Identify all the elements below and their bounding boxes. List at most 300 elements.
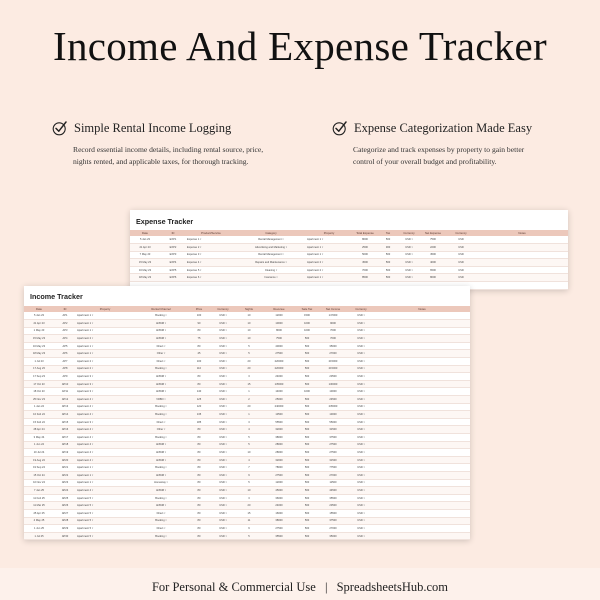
table-cell[interactable]: 36000 <box>262 494 296 502</box>
dropdown-arrow-icon[interactable]: ▾ <box>410 245 413 249</box>
table-cell[interactable]: USD ▾ <box>210 494 236 502</box>
table-cell[interactable]: 80 <box>188 525 210 533</box>
table-cell[interactable]: 27000 <box>318 471 348 479</box>
table-cell[interactable]: AirBnB ▾ <box>134 320 188 328</box>
table-cell[interactable]: AP30 <box>54 532 76 540</box>
table-cell[interactable]: AP28 <box>54 517 76 525</box>
table-cell[interactable]: USD <box>446 251 476 259</box>
table-cell[interactable]: 25 Apr 25 <box>24 509 54 517</box>
table-cell[interactable]: Apartment 4 ▾ <box>76 487 134 495</box>
dropdown-arrow-icon[interactable]: ▾ <box>164 458 167 462</box>
dropdown-arrow-icon[interactable]: ▾ <box>281 238 284 242</box>
table-cell[interactable]: AP1 <box>54 312 76 320</box>
table-cell[interactable]: AirBnB ▾ <box>134 441 188 449</box>
table-row[interactable] <box>24 471 470 479</box>
table-cell[interactable]: 4 <box>236 426 262 434</box>
table-cell[interactable] <box>374 532 470 540</box>
table-row[interactable] <box>24 494 470 502</box>
table-cell[interactable]: 9 <box>236 471 262 479</box>
table-cell[interactable] <box>374 411 470 419</box>
table-cell[interactable] <box>476 266 568 274</box>
table-cell[interactable] <box>374 464 470 472</box>
dropdown-arrow-icon[interactable]: ▾ <box>321 253 324 257</box>
table-cell[interactable]: 500 <box>296 403 318 411</box>
dropdown-arrow-icon[interactable]: ▾ <box>362 443 365 447</box>
table-cell[interactable]: 7 Jan 25 <box>24 487 54 495</box>
dropdown-arrow-icon[interactable]: ▾ <box>362 375 365 379</box>
table-cell[interactable]: USD ▾ <box>210 479 236 487</box>
table-cell[interactable]: USD ▾ <box>348 396 374 404</box>
dropdown-arrow-icon[interactable]: ▾ <box>224 526 227 530</box>
table-cell[interactable] <box>374 494 470 502</box>
table-cell[interactable]: 215000 <box>318 365 348 373</box>
dropdown-arrow-icon[interactable]: ▾ <box>164 496 167 500</box>
table-cell[interactable]: Apartment 2 ▾ <box>76 365 134 373</box>
dropdown-arrow-icon[interactable]: ▾ <box>362 352 365 356</box>
table-cell[interactable]: AP5 <box>54 342 76 350</box>
table-cell[interactable]: 27500 <box>318 441 348 449</box>
table-cell[interactable]: Apartment 1 ▾ <box>76 350 134 358</box>
table-cell[interactable]: 78000 <box>262 464 296 472</box>
dropdown-arrow-icon[interactable]: ▾ <box>224 375 227 379</box>
dropdown-arrow-icon[interactable]: ▾ <box>362 496 365 500</box>
table-cell[interactable]: Apartment 5 ▾ <box>76 509 134 517</box>
table-cell[interactable]: 21 Apr 23 <box>130 244 160 252</box>
table-cell[interactable]: AP7 <box>54 358 76 366</box>
table-cell[interactable]: Direct ▾ <box>134 525 188 533</box>
table-row[interactable] <box>24 449 470 457</box>
table-cell[interactable]: 16000 <box>262 509 296 517</box>
table-cell[interactable]: USD ▾ <box>348 373 374 381</box>
table-cell[interactable]: Apartment 1 ▾ <box>76 312 134 320</box>
table-cell[interactable]: 500 <box>378 274 398 282</box>
dropdown-arrow-icon[interactable]: ▾ <box>362 397 365 401</box>
dropdown-arrow-icon[interactable]: ▾ <box>91 397 94 401</box>
table-cell[interactable]: EXP4 <box>160 259 186 267</box>
table-cell[interactable]: Booking ▾ <box>134 494 188 502</box>
table-cell[interactable]: Apartment 5 ▾ <box>76 517 134 525</box>
table-cell[interactable] <box>476 251 568 259</box>
table-cell[interactable]: USD ▾ <box>348 449 374 457</box>
table-row[interactable] <box>24 380 470 388</box>
table-cell[interactable]: Rental Management ▾ <box>236 236 306 244</box>
table-cell[interactable]: 80 <box>188 494 210 502</box>
table-cell[interactable]: AP29 <box>54 525 76 533</box>
table-cell[interactable]: Booking ▾ <box>134 403 188 411</box>
table-cell[interactable]: 7000 <box>318 327 348 335</box>
table-cell[interactable]: 6500 <box>420 266 446 274</box>
table-cell[interactable]: Apartment 5 ▾ <box>76 502 134 510</box>
table-cell[interactable]: 28000 <box>262 441 296 449</box>
dropdown-arrow-icon[interactable]: ▾ <box>164 435 167 439</box>
table-row[interactable] <box>130 274 568 282</box>
dropdown-arrow-icon[interactable]: ▾ <box>362 413 365 417</box>
table-cell[interactable]: 500 <box>296 380 318 388</box>
table-cell[interactable]: 27500 <box>262 525 296 533</box>
table-cell[interactable]: USD ▾ <box>210 373 236 381</box>
dropdown-arrow-icon[interactable]: ▾ <box>163 397 166 401</box>
dropdown-arrow-icon[interactable]: ▾ <box>199 261 202 265</box>
table-cell[interactable]: 20 <box>236 358 262 366</box>
table-cell[interactable]: 220000 <box>262 365 296 373</box>
dropdown-arrow-icon[interactable]: ▾ <box>362 321 365 325</box>
table-cell[interactable]: USD ▾ <box>210 358 236 366</box>
table-cell[interactable] <box>374 449 470 457</box>
table-cell[interactable]: 10 <box>236 487 262 495</box>
table-cell[interactable]: USD ▾ <box>398 266 420 274</box>
table-cell[interactable] <box>374 388 470 396</box>
table-cell[interactable]: 31500 <box>318 456 348 464</box>
table-cell[interactable]: USD ▾ <box>348 471 374 479</box>
table-cell[interactable]: 8000 <box>262 327 296 335</box>
dropdown-arrow-icon[interactable]: ▾ <box>224 443 227 447</box>
table-cell[interactable]: Apartment 3 ▾ <box>76 418 134 426</box>
table-cell[interactable]: 10 Jul 24 <box>24 449 54 457</box>
table-cell[interactable]: Apartment 1 ▾ <box>76 471 134 479</box>
income-tracker-sheet[interactable] <box>24 286 470 540</box>
table-cell[interactable]: 500 <box>378 259 398 267</box>
table-cell[interactable]: 15500 <box>318 509 348 517</box>
table-cell[interactable]: AP25 <box>54 494 76 502</box>
dropdown-arrow-icon[interactable]: ▾ <box>165 481 168 485</box>
dropdown-arrow-icon[interactable]: ▾ <box>284 245 288 249</box>
table-cell[interactable]: USD ▾ <box>348 380 374 388</box>
table-cell[interactable]: 4500 <box>420 251 446 259</box>
table-cell[interactable]: USD ▾ <box>210 320 236 328</box>
dropdown-arrow-icon[interactable]: ▾ <box>224 314 227 318</box>
table-cell[interactable]: 500 <box>296 365 318 373</box>
table-cell[interactable] <box>374 335 470 343</box>
table-cell[interactable]: Apartment 4 ▾ <box>76 456 134 464</box>
table-row[interactable] <box>24 342 470 350</box>
dropdown-arrow-icon[interactable]: ▾ <box>224 367 227 371</box>
table-cell[interactable] <box>476 259 568 267</box>
table-cell[interactable]: USD ▾ <box>348 388 374 396</box>
dropdown-arrow-icon[interactable]: ▾ <box>362 473 365 477</box>
table-cell[interactable]: 3 <box>236 494 262 502</box>
dropdown-arrow-icon[interactable]: ▾ <box>91 405 94 409</box>
table-cell[interactable]: USD ▾ <box>348 320 374 328</box>
table-cell[interactable]: AP6 <box>54 350 76 358</box>
table-cell[interactable]: Direct ▾ <box>134 342 188 350</box>
table-cell[interactable]: 500 <box>296 426 318 434</box>
table-cell[interactable]: 15 <box>236 380 262 388</box>
table-cell[interactable]: USD ▾ <box>210 471 236 479</box>
table-row[interactable] <box>24 365 470 373</box>
table-cell[interactable]: 80 <box>188 456 210 464</box>
table-cell[interactable]: AP27 <box>54 509 76 517</box>
table-cell[interactable]: Apartment 3 ▾ <box>76 373 134 381</box>
table-cell[interactable]: Apartment 1 ▾ <box>306 251 352 259</box>
table-cell[interactable] <box>374 502 470 510</box>
table-cell[interactable]: AP16 <box>54 426 76 434</box>
dropdown-arrow-icon[interactable]: ▾ <box>164 382 167 386</box>
table-row[interactable] <box>24 532 470 540</box>
table-cell[interactable]: 4000 <box>420 259 446 267</box>
table-cell[interactable]: 15 May 23 <box>130 259 160 267</box>
table-cell[interactable]: AP21 <box>54 464 76 472</box>
table-cell[interactable]: USD ▾ <box>348 434 374 442</box>
dropdown-arrow-icon[interactable]: ▾ <box>224 450 227 454</box>
table-cell[interactable]: USD ▾ <box>348 464 374 472</box>
dropdown-arrow-icon[interactable]: ▾ <box>91 519 94 523</box>
table-row[interactable] <box>24 426 470 434</box>
table-cell[interactable]: AP24 <box>54 487 76 495</box>
table-cell[interactable]: Booking ▾ <box>134 434 188 442</box>
dropdown-arrow-icon[interactable]: ▾ <box>164 413 167 417</box>
table-cell[interactable] <box>374 418 470 426</box>
table-cell[interactable]: 135 <box>188 411 210 419</box>
dropdown-arrow-icon[interactable]: ▾ <box>91 496 94 500</box>
table-cell[interactable]: 10 <box>236 312 262 320</box>
table-cell[interactable] <box>374 396 470 404</box>
table-cell[interactable]: Expense 4 ▾ <box>186 259 236 267</box>
table-cell[interactable]: Apartment 3 ▾ <box>76 388 134 396</box>
table-cell[interactable] <box>374 456 470 464</box>
table-cell[interactable]: USD ▾ <box>210 380 236 388</box>
dropdown-arrow-icon[interactable]: ▾ <box>224 344 227 348</box>
table-cell[interactable]: 3 <box>236 418 262 426</box>
table-cell[interactable] <box>374 487 470 495</box>
table-cell[interactable]: 19 Aug 24 <box>24 456 54 464</box>
table-cell[interactable] <box>374 517 470 525</box>
table-cell[interactable]: EXP3 <box>160 251 186 259</box>
expense-table[interactable] <box>130 230 568 290</box>
dropdown-arrow-icon[interactable]: ▾ <box>91 375 94 379</box>
table-cell[interactable]: 27500 <box>262 350 296 358</box>
table-cell[interactable]: 11 Mar 25 <box>24 502 54 510</box>
dropdown-arrow-icon[interactable]: ▾ <box>224 420 227 424</box>
table-cell[interactable]: 31500 <box>318 426 348 434</box>
table-cell[interactable]: 24000 <box>262 502 296 510</box>
table-row[interactable] <box>24 320 470 328</box>
table-cell[interactable]: 1 Jul 23 <box>24 358 54 366</box>
table-cell[interactable]: 7000 <box>318 335 348 343</box>
table-cell[interactable]: 35000 <box>318 532 348 540</box>
table-cell[interactable]: 5 <box>236 532 262 540</box>
dropdown-arrow-icon[interactable]: ▾ <box>163 352 166 356</box>
table-cell[interactable]: 500 <box>296 471 318 479</box>
table-cell[interactable]: 500 <box>296 464 318 472</box>
dropdown-arrow-icon[interactable]: ▾ <box>362 511 365 515</box>
table-cell[interactable]: Other ▾ <box>134 426 188 434</box>
table-cell[interactable]: 4 May 25 <box>24 517 54 525</box>
table-cell[interactable]: AirBnB ▾ <box>134 471 188 479</box>
table-cell[interactable]: 1000 <box>296 320 318 328</box>
table-cell[interactable]: Booking ▾ <box>134 532 188 540</box>
table-cell[interactable]: 13500 <box>262 411 296 419</box>
dropdown-arrow-icon[interactable]: ▾ <box>163 428 166 432</box>
dropdown-arrow-icon[interactable]: ▾ <box>164 337 167 341</box>
table-cell[interactable]: Booking ▾ <box>134 517 188 525</box>
table-cell[interactable]: 80 <box>188 373 210 381</box>
income-table[interactable] <box>24 306 470 540</box>
table-row[interactable] <box>24 396 470 404</box>
table-cell[interactable]: USD ▾ <box>348 335 374 343</box>
dropdown-arrow-icon[interactable]: ▾ <box>224 337 227 341</box>
table-cell[interactable]: AP2 <box>54 320 76 328</box>
table-cell[interactable]: Apartment 1 ▾ <box>76 479 134 487</box>
table-cell[interactable]: Rental Management ▾ <box>236 251 306 259</box>
table-cell[interactable]: 18 Oct 23 <box>24 388 54 396</box>
table-cell[interactable]: USD <box>446 266 476 274</box>
table-cell[interactable]: USD ▾ <box>348 525 374 533</box>
dropdown-arrow-icon[interactable]: ▾ <box>164 443 167 447</box>
table-row[interactable] <box>130 236 568 244</box>
dropdown-arrow-icon[interactable]: ▾ <box>91 344 94 348</box>
table-cell[interactable]: 37500 <box>318 434 348 442</box>
dropdown-arrow-icon[interactable]: ▾ <box>362 435 365 439</box>
table-cell[interactable]: 2200 <box>420 244 446 252</box>
table-cell[interactable]: AirBnB ▾ <box>134 327 188 335</box>
table-row[interactable] <box>130 251 568 259</box>
dropdown-arrow-icon[interactable]: ▾ <box>224 390 227 394</box>
table-cell[interactable] <box>374 403 470 411</box>
table-row[interactable] <box>130 266 568 274</box>
table-cell[interactable]: 500 <box>296 517 318 525</box>
table-cell[interactable] <box>374 312 470 320</box>
dropdown-arrow-icon[interactable]: ▾ <box>164 367 167 371</box>
table-cell[interactable]: Direct ▾ <box>134 358 188 366</box>
dropdown-arrow-icon[interactable]: ▾ <box>91 481 94 485</box>
table-cell[interactable]: USD <box>446 244 476 252</box>
table-cell[interactable]: USD ▾ <box>210 388 236 396</box>
table-cell[interactable]: 1500 <box>296 312 318 320</box>
table-row[interactable] <box>24 464 470 472</box>
table-cell[interactable]: Apartment 5 ▾ <box>76 532 134 540</box>
table-cell[interactable]: 220000 <box>262 358 296 366</box>
table-cell[interactable]: USD ▾ <box>210 312 236 320</box>
table-cell[interactable]: Apartment 2 ▾ <box>76 335 134 343</box>
table-cell[interactable]: 13000 <box>318 411 348 419</box>
table-cell[interactable] <box>374 365 470 373</box>
dropdown-arrow-icon[interactable]: ▾ <box>362 458 365 462</box>
table-row[interactable] <box>24 456 470 464</box>
table-cell[interactable]: 27500 <box>262 471 296 479</box>
dropdown-arrow-icon[interactable]: ▾ <box>91 435 94 439</box>
table-cell[interactable]: AirBnB ▾ <box>134 373 188 381</box>
table-cell[interactable]: USD ▾ <box>210 456 236 464</box>
table-cell[interactable]: 185 <box>188 418 210 426</box>
table-row[interactable] <box>24 350 470 358</box>
table-row[interactable] <box>24 434 470 442</box>
dropdown-arrow-icon[interactable]: ▾ <box>224 413 227 417</box>
table-cell[interactable]: 500 <box>296 441 318 449</box>
table-cell[interactable]: USD ▾ <box>348 350 374 358</box>
dropdown-arrow-icon[interactable]: ▾ <box>91 329 94 333</box>
dropdown-arrow-icon[interactable]: ▾ <box>362 329 365 333</box>
dropdown-arrow-icon[interactable]: ▾ <box>91 413 94 417</box>
table-cell[interactable]: Expense 2 ▾ <box>186 244 236 252</box>
table-cell[interactable]: USD ▾ <box>398 236 420 244</box>
table-cell[interactable]: 80 <box>188 517 210 525</box>
table-cell[interactable]: USD ▾ <box>210 403 236 411</box>
table-cell[interactable]: 35000 <box>318 342 348 350</box>
table-cell[interactable]: 16 May 23 <box>24 342 54 350</box>
table-cell[interactable]: 140 <box>188 388 210 396</box>
table-cell[interactable]: 23500 <box>318 502 348 510</box>
table-cell[interactable]: 17 Sep 23 <box>24 373 54 381</box>
table-cell[interactable]: Expense 1 ▾ <box>186 236 236 244</box>
table-cell[interactable] <box>476 274 568 282</box>
table-cell[interactable]: USD ▾ <box>210 509 236 517</box>
table-cell[interactable]: 35500 <box>318 494 348 502</box>
table-cell[interactable] <box>476 236 568 244</box>
table-cell[interactable]: Repairs and Maintenance ▾ <box>236 259 306 267</box>
table-cell[interactable]: 35500 <box>262 532 296 540</box>
table-cell[interactable]: USD ▾ <box>348 479 374 487</box>
table-cell[interactable]: AP26 <box>54 502 76 510</box>
table-cell[interactable] <box>374 320 470 328</box>
table-cell[interactable]: USD ▾ <box>210 365 236 373</box>
table-cell[interactable]: AirBnB ▾ <box>134 335 188 343</box>
table-cell[interactable]: USD ▾ <box>210 517 236 525</box>
table-cell[interactable]: EXP2 <box>160 244 186 252</box>
table-cell[interactable]: 5 <box>236 479 262 487</box>
table-cell[interactable]: 500 <box>296 335 318 343</box>
dropdown-arrow-icon[interactable]: ▾ <box>362 367 365 371</box>
table-row[interactable] <box>24 525 470 533</box>
dropdown-arrow-icon[interactable]: ▾ <box>199 253 202 257</box>
table-cell[interactable]: USD ▾ <box>210 532 236 540</box>
dropdown-arrow-icon[interactable]: ▾ <box>91 367 94 371</box>
table-cell[interactable]: Expense 3 ▾ <box>186 251 236 259</box>
dropdown-arrow-icon[interactable]: ▾ <box>362 534 365 538</box>
dropdown-arrow-icon[interactable]: ▾ <box>321 268 324 272</box>
table-cell[interactable]: AP12 <box>54 396 76 404</box>
table-cell[interactable]: USD ▾ <box>348 517 374 525</box>
dropdown-arrow-icon[interactable]: ▾ <box>91 466 94 470</box>
dropdown-arrow-icon[interactable]: ▾ <box>362 481 365 485</box>
dropdown-arrow-icon[interactable]: ▾ <box>362 314 365 318</box>
table-cell[interactable]: 80 <box>188 479 210 487</box>
table-cell[interactable]: USD ▾ <box>210 441 236 449</box>
table-cell[interactable] <box>374 350 470 358</box>
table-cell[interactable]: Expense 5 ▾ <box>186 266 236 274</box>
table-cell[interactable]: AP17 <box>54 434 76 442</box>
table-cell[interactable]: 25 Nov 23 <box>24 396 54 404</box>
table-row[interactable] <box>24 487 470 495</box>
table-cell[interactable]: 500 <box>296 396 318 404</box>
table-cell[interactable]: USD ▾ <box>210 449 236 457</box>
dropdown-arrow-icon[interactable]: ▾ <box>91 534 94 538</box>
table-cell[interactable]: USD ▾ <box>210 418 236 426</box>
dropdown-arrow-icon[interactable]: ▾ <box>284 261 287 265</box>
table-cell[interactable]: 37500 <box>318 517 348 525</box>
table-cell[interactable]: AirBnB ▾ <box>134 487 188 495</box>
table-cell[interactable]: 5 <box>236 441 262 449</box>
dropdown-arrow-icon[interactable]: ▾ <box>164 450 167 454</box>
dropdown-arrow-icon[interactable]: ▾ <box>164 405 167 409</box>
dropdown-arrow-icon[interactable]: ▾ <box>410 268 413 272</box>
table-row[interactable] <box>24 517 470 525</box>
dropdown-arrow-icon[interactable]: ▾ <box>224 329 227 333</box>
table-cell[interactable]: USD ▾ <box>348 502 374 510</box>
table-cell[interactable]: 500 <box>378 266 398 274</box>
dropdown-arrow-icon[interactable]: ▾ <box>163 344 166 348</box>
table-cell[interactable]: 500 <box>296 494 318 502</box>
table-cell[interactable]: 18 May 23 <box>130 274 160 282</box>
table-cell[interactable]: USD <box>446 274 476 282</box>
table-cell[interactable]: USD ▾ <box>348 532 374 540</box>
dropdown-arrow-icon[interactable]: ▾ <box>91 504 94 508</box>
table-cell[interactable]: 7500 <box>420 236 446 244</box>
table-cell[interactable]: 500 <box>296 411 318 419</box>
dropdown-arrow-icon[interactable]: ▾ <box>224 382 227 386</box>
table-cell[interactable] <box>374 509 470 517</box>
table-cell[interactable] <box>374 327 470 335</box>
table-cell[interactable]: USD ▾ <box>348 358 374 366</box>
